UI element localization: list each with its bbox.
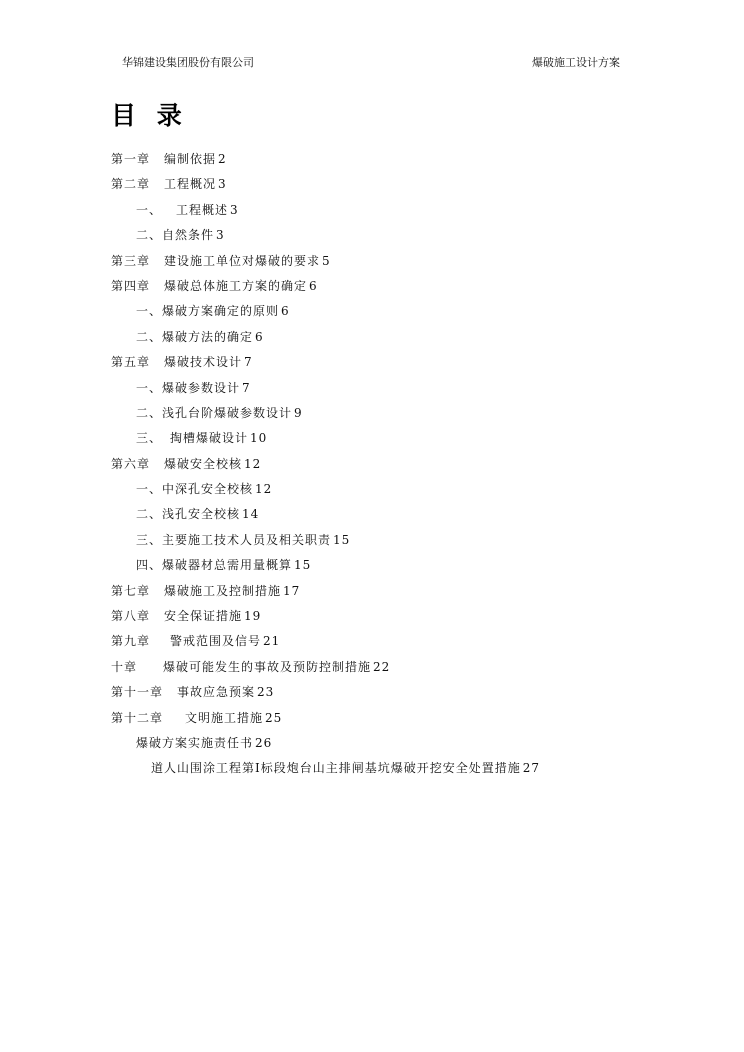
toc-entry-page-number: 15 (333, 532, 351, 547)
toc-entry-appendix-1[interactable] (0, 732, 744, 757)
toc-entry-title: 爆破方案确定的原则 (162, 304, 280, 319)
toc-entry-title: 工程概述 (176, 202, 229, 217)
toc-entry-section-2-1[interactable] (0, 199, 744, 224)
toc-entry-page-number: 5 (322, 253, 331, 268)
toc-entry-prefix: 第三章 (111, 253, 151, 268)
toc-entry-prefix: 第七章 (111, 583, 151, 598)
toc-entry-section-5-3[interactable] (0, 427, 744, 452)
toc-entry-prefix: 二、 (136, 405, 163, 420)
toc-entry-page-number: 23 (257, 685, 275, 700)
toc-entry-page-number: 21 (263, 634, 281, 649)
toc-entry-title: 道人山围涂工程第Ⅰ标段炮台山主排闸基坑爆破开挖安全处置措施 (151, 761, 521, 776)
toc-entry-page-number: 3 (230, 202, 239, 217)
toc-entry-page-number: 14 (242, 507, 260, 522)
toc-entry-chapter-9[interactable] (0, 630, 744, 655)
toc-entry-chapter-2[interactable] (0, 173, 744, 198)
toc-entry-prefix: 二、 (136, 507, 163, 522)
toc-entry-page-number: 3 (216, 228, 225, 243)
toc-entry-prefix: 第九章 (111, 634, 151, 649)
toc-entry-chapter-11[interactable] (0, 681, 744, 706)
toc-entry-title: 安全保证措施 (164, 609, 243, 624)
toc-entry-section-6-2[interactable] (0, 503, 744, 528)
toc-entry-page-number: 27 (522, 761, 541, 776)
toc-entry-section-4-1[interactable] (0, 300, 744, 325)
toc-entry-page-number: 17 (283, 583, 301, 598)
toc-entry-title: 浅孔台阶爆破参数设计 (162, 405, 293, 420)
toc-entry-title: 中深孔安全校核 (162, 482, 254, 497)
toc-entry-chapter-7[interactable] (0, 580, 744, 605)
toc-entry-section-6-1[interactable] (0, 478, 744, 503)
toc-entry-prefix: 第六章 (111, 456, 151, 471)
toc-entry-page-number: 12 (255, 482, 273, 497)
toc-entry-page-number: 26 (255, 735, 273, 750)
toc-entry-title: 自然条件 (162, 228, 215, 243)
toc-entry-title: 爆破器材总需用量概算 (162, 558, 293, 573)
toc-entry-page-number: 10 (250, 431, 268, 446)
toc-entry-page-number: 6 (281, 304, 290, 319)
toc-entry-title: 建设施工单位对爆破的要求 (164, 253, 321, 268)
toc-entry-title: 爆破施工及控制措施 (164, 583, 282, 598)
toc-entry-title: 爆破总体施工方案的确定 (164, 278, 308, 293)
header-document-name: 爆破施工设计方案 (532, 56, 620, 69)
toc-entry-prefix: 四、 (136, 558, 163, 573)
toc-entry-section-6-4[interactable] (0, 554, 744, 579)
toc-entry-page-number: 6 (309, 278, 318, 293)
toc-entry-page-number: 12 (244, 456, 262, 471)
toc-entry-chapter-3[interactable] (0, 250, 744, 275)
toc-entry-title: 爆破方案实施责任书 (136, 735, 254, 750)
toc-entry-page-number: 22 (373, 659, 391, 674)
toc-entry-section-5-1[interactable] (0, 377, 744, 402)
toc-entry-prefix: 第二章 (111, 177, 151, 192)
toc-entry-chapter-1[interactable] (0, 148, 744, 173)
toc-entry-title: 主要施工技术人员及相关职责 (162, 532, 332, 547)
toc-entry-chapter-6[interactable] (0, 453, 744, 478)
toc-entry-prefix: 第五章 (111, 355, 151, 370)
toc-entry-title: 浅孔安全校核 (162, 507, 241, 522)
toc-entry-prefix: 二、 (136, 228, 163, 243)
toc-entry-section-2-2[interactable] (0, 224, 744, 249)
toc-entry-chapter-8[interactable] (0, 605, 744, 630)
toc-entry-title: 爆破技术设计 (164, 355, 243, 370)
toc-entry-prefix: 一、 (136, 202, 163, 217)
toc-entry-chapter-10[interactable] (0, 656, 744, 681)
toc-entry-page-number: 6 (255, 329, 264, 344)
toc-entry-appendix-2[interactable] (0, 757, 744, 782)
toc-entry-prefix: 十章 (111, 659, 138, 674)
toc-entry-chapter-5[interactable] (0, 351, 744, 376)
toc-entry-prefix: 第十一章 (111, 685, 164, 700)
toc-entry-page-number: 15 (294, 558, 312, 573)
toc-entry-prefix: 三、 (136, 532, 163, 547)
toc-entry-title: 编制依据 (164, 152, 217, 166)
toc-entry-title: 掏槽爆破设计 (170, 431, 249, 446)
toc-entry-chapter-12[interactable] (0, 707, 744, 732)
toc-entry-title: 爆破安全校核 (164, 456, 243, 471)
toc-title: 目 录 (111, 101, 188, 130)
toc-entry-title: 文明施工措施 (185, 710, 264, 725)
toc-entry-page-number: 2 (218, 152, 227, 166)
toc-entry-prefix: 二、 (136, 329, 163, 344)
toc-entry-page-number: 7 (242, 380, 251, 395)
toc-entry-title: 爆破可能发生的事故及预防控制措施 (163, 659, 372, 674)
toc-entry-section-6-3[interactable] (0, 529, 744, 554)
toc-entry-title: 警戒范围及信号 (170, 634, 262, 649)
toc-entry-prefix: 一、 (136, 482, 163, 497)
toc-entry-prefix: 一、 (136, 380, 163, 395)
header-company-name: 华锦建设集团股份有限公司 (122, 56, 254, 69)
toc-entry-prefix: 第十二章 (111, 710, 164, 725)
toc-entry-prefix: 第一章 (111, 152, 151, 166)
toc-entry-prefix: 第八章 (111, 609, 151, 624)
toc-entry-title: 工程概况 (164, 177, 217, 192)
toc-entry-prefix: 一、 (136, 304, 163, 319)
toc-entry-title: 爆破参数设计 (162, 380, 241, 395)
toc-entry-chapter-4[interactable] (0, 275, 744, 300)
toc-entry-prefix: 三、 (136, 431, 163, 446)
toc-entry-page-number: 3 (218, 177, 227, 192)
table-of-contents (0, 148, 744, 783)
toc-entry-section-4-2[interactable] (0, 326, 744, 351)
toc-entry-page-number: 25 (265, 710, 283, 725)
toc-entry-title: 事故应急预案 (177, 685, 256, 700)
toc-entry-prefix: 第四章 (111, 278, 151, 293)
toc-entry-title: 爆破方法的确定 (162, 329, 254, 344)
toc-entry-page-number: 7 (244, 355, 253, 370)
toc-entry-section-5-2[interactable] (0, 402, 744, 427)
toc-entry-page-number: 19 (244, 609, 262, 624)
toc-entry-page-number: 9 (294, 405, 303, 420)
